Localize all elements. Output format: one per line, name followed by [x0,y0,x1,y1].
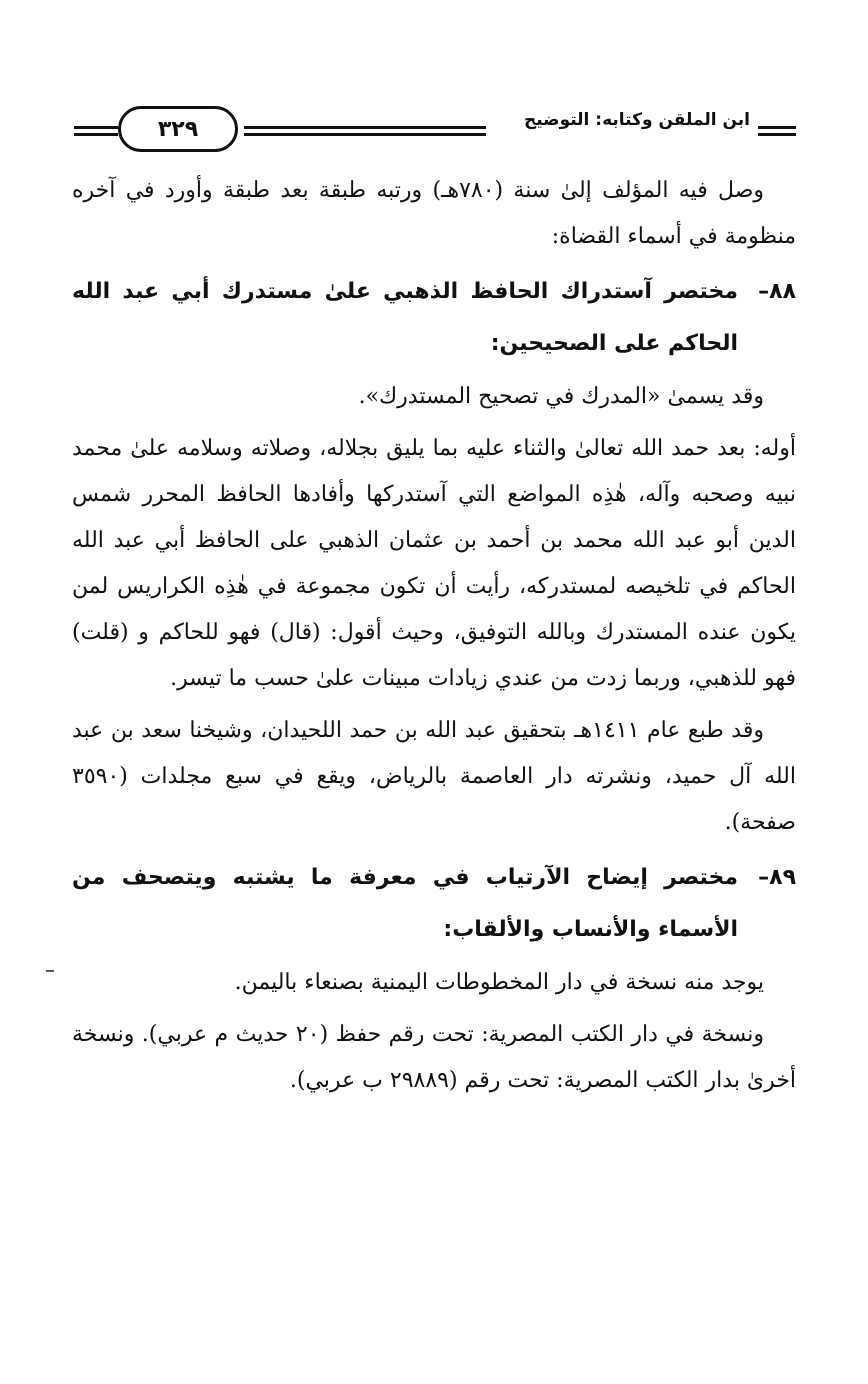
paragraph: وصل فيه المؤلف إلىٰ سنة (٧٨٠هـ) ورتبه طبقة بعد طبقة وأورد في آخره منظومة في أسماء القضاة: [72,178,796,249]
paragraph: أوله: بعد حمد الله تعالىٰ والثناء عليه بما يليق بجلاله، وصلاته وسلامه علىٰ محمد نبيه وصحبه وآله، هٰذِه المواضع التي آستدركها وأفادها الحافظ المحرر شمس الدين أبو عبد الله محمد بن أحمد بن عثمان الذهبي على الحافظ أبي عبد الله الحاكم في تلخيصه لمستدركه، رأيت أن تكون مجموعة في هٰذِه الكراريس لمن يكون عنده المستدرك وبالله التوفيق، وحيث أقول: (قال) فهو للحاكم و (قلت) فهو للذهبي، وربما زدت من عندي زيادات مبينات علىٰ حسب ما تيسر. [72,436,796,691]
entry-number: ٨٩– [758,865,796,890]
paragraph: وقد طبع عام ١٤١١هـ بتحقيق عبد الله بن حمد اللحيدان، وشيخنا سعد بن عبد الله آل حميد، ونشرته دار العاصمة بالرياض، ويقع في سبع مجلدات (٣٥٩٠ صفحة). [72,718,796,835]
header-rule [758,133,796,136]
entry-number: ٨٨– [758,279,796,304]
header-rule [74,133,118,136]
header-rule [244,126,486,129]
margin-mark [46,970,54,972]
running-header [74,96,796,166]
header-rule [244,133,486,136]
entry-heading [72,852,796,956]
paragraph: ونسخة في دار الكتب المصرية: تحت رقم حفظ (٢٠ حديث م عربي). ونسخة أخرىٰ بدار الكتب المصرية: تحت رقم (٢٩٨٨٩ ب عربي). [72,1022,796,1093]
header-rule [758,126,796,129]
running-title: ابن الملقن وكتابه: التوضيح [523,110,750,130]
entry-title: مختصر إيضاح الآرتياب في معرفة ما يشتبه ويتصحف من الأسماء والأنساب والألقاب: [72,865,738,942]
entry-heading [72,266,796,370]
entry-title: مختصر آستدراك الحافظ الذهبي علىٰ مستدرك أبي عبد الله الحاكم على الصحيحين: [72,279,738,356]
paragraph: وقد يسمىٰ «المدرك في تصحيح المستدرك». [358,384,764,409]
page-number: ٣٢٩ [118,106,238,152]
paragraph: يوجد منه نسخة في دار المخطوطات اليمنية بصنعاء باليمن. [234,970,764,995]
body-text [72,168,796,1110]
header-rule [74,126,118,129]
